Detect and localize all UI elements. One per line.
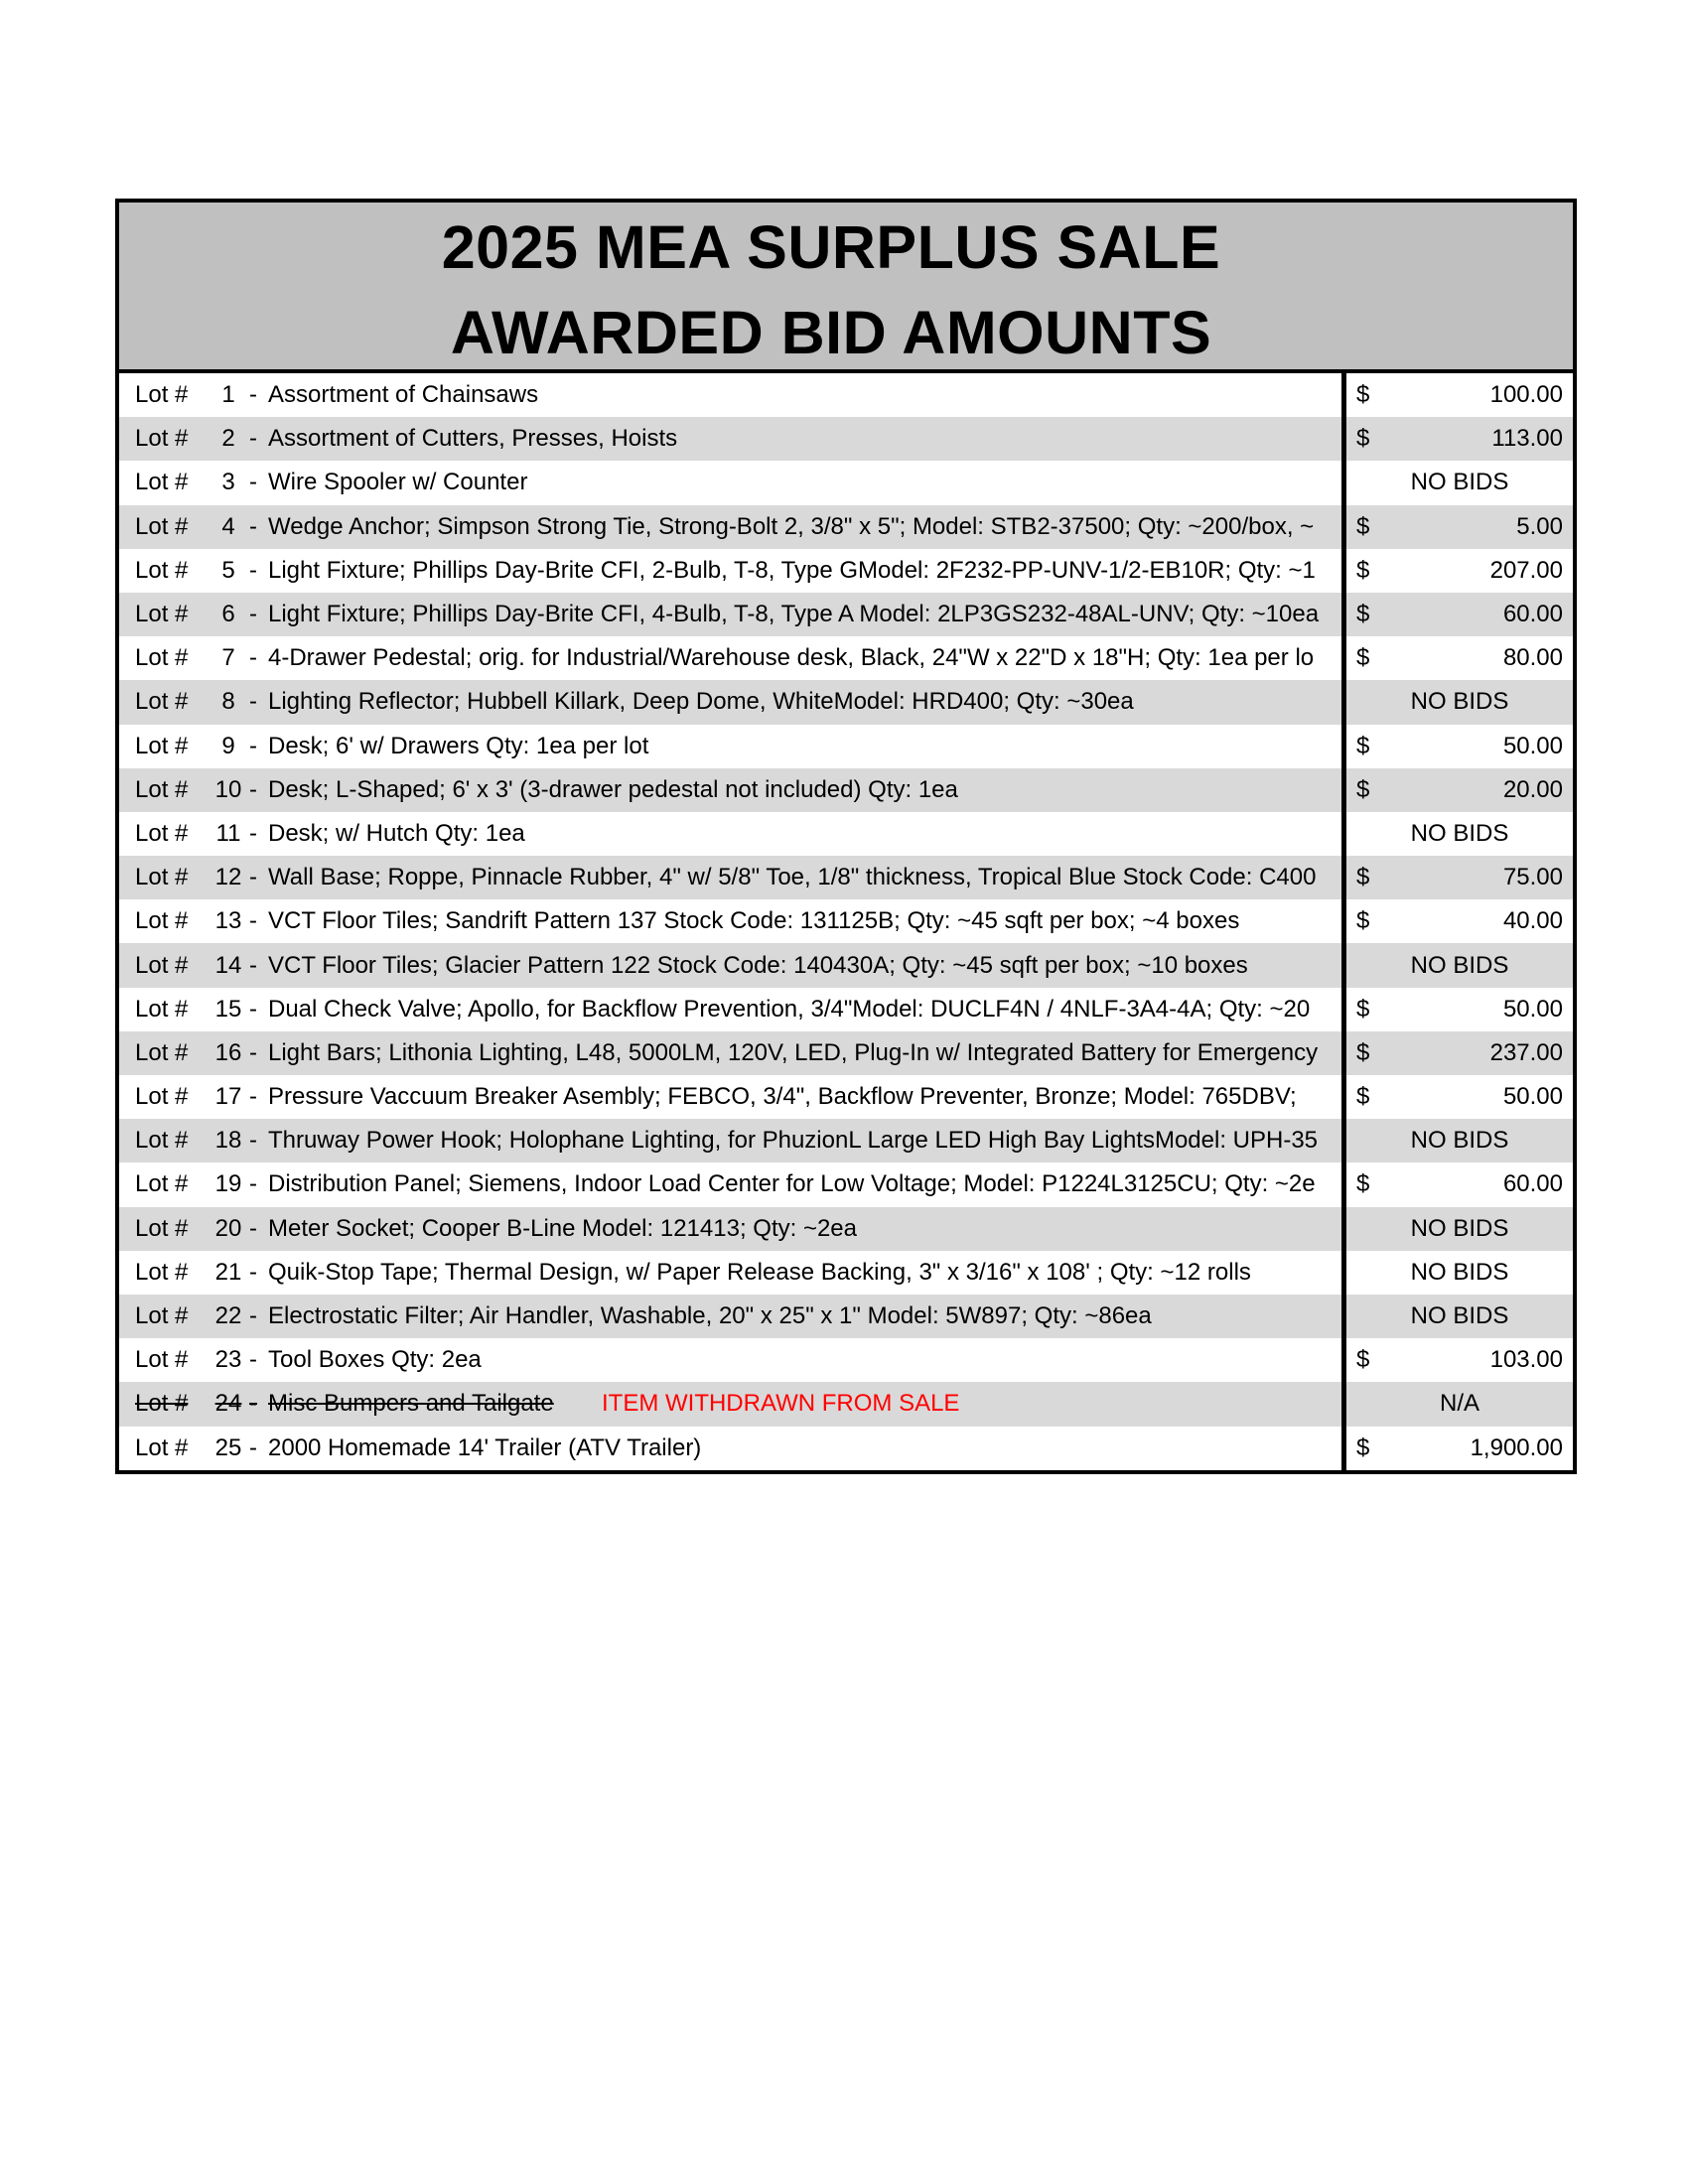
lot-number: 17 (214, 1083, 242, 1111)
lot-description-cell (119, 373, 1346, 417)
lot-number: 14 (214, 951, 242, 979)
lot-number: 9 (221, 732, 235, 759)
lot-prefix: Lot # (135, 644, 189, 672)
lot-number: 6 (221, 601, 235, 628)
lot-description-cell (119, 461, 1346, 504)
lot-number: 24 (214, 1390, 242, 1418)
lot-description-cell (119, 725, 1346, 768)
lot-number: 16 (214, 1038, 242, 1066)
lot-number: 3 (221, 469, 235, 496)
lot-description: 2000 Homemade 14' Trailer (ATV Trailer) (268, 1433, 702, 1461)
lot-prefix: Lot # (135, 381, 189, 409)
bid-status: N/A (1439, 1390, 1479, 1418)
lot-number: 2 (221, 425, 235, 453)
bid-amount-cell (1346, 417, 1573, 461)
lot-description-cell (119, 1031, 1346, 1075)
lot-prefix: Lot # (135, 1127, 189, 1155)
currency-symbol: $ (1356, 425, 1370, 453)
lot-separator: - (249, 775, 257, 803)
table-row (119, 1382, 1573, 1426)
currency-symbol: $ (1356, 864, 1370, 891)
bid-amount: 103.00 (1489, 1346, 1563, 1374)
table-row (119, 856, 1573, 899)
currency-symbol: $ (1356, 775, 1370, 803)
lot-separator: - (249, 601, 257, 628)
lot-prefix: Lot # (135, 819, 189, 847)
title-line-1: 2025 MEA SURPLUS SALE (441, 213, 1221, 281)
table-row (119, 680, 1573, 724)
bid-status: NO BIDS (1410, 819, 1509, 847)
lot-description: Desk; w/ Hutch Qty: 1ea (268, 819, 525, 847)
bid-amount-cell (1346, 1251, 1573, 1295)
lot-number: 7 (221, 644, 235, 672)
lot-description-cell (119, 417, 1346, 461)
bid-amount: 75.00 (1502, 864, 1563, 891)
bid-amount: 80.00 (1502, 644, 1563, 672)
bid-amount-cell (1346, 1382, 1573, 1426)
lot-description: Wall Base; Roppe, Pinnacle Rubber, 4" w/ 5/8" Toe, 1/8" thickness, Tropical Blue Stock Code: C400 (268, 864, 1317, 891)
lot-prefix: Lot # (135, 1038, 189, 1066)
lot-separator: - (249, 732, 257, 759)
lot-description-cell (119, 1295, 1346, 1338)
table-row (119, 1207, 1573, 1251)
lot-separator: - (249, 688, 257, 716)
lot-description-cell (119, 1427, 1346, 1470)
table-row (119, 899, 1573, 943)
lot-number: 20 (214, 1214, 242, 1242)
bid-amount-cell (1346, 593, 1573, 636)
bid-amount-cell (1346, 1207, 1573, 1251)
lot-separator: - (249, 907, 257, 935)
bid-amount: 1,900.00 (1470, 1433, 1563, 1461)
lot-prefix: Lot # (135, 601, 189, 628)
lot-description-cell (119, 1075, 1346, 1119)
currency-symbol: $ (1356, 1346, 1370, 1374)
lot-separator: - (249, 644, 257, 672)
lot-number: 10 (214, 775, 242, 803)
withdrawn-note: ITEM WITHDRAWN FROM SALE (602, 1390, 960, 1418)
lot-separator: - (249, 556, 257, 584)
currency-symbol: $ (1356, 601, 1370, 628)
lot-number: 18 (214, 1127, 242, 1155)
lot-description: 4-Drawer Pedestal; orig. for Industrial/Warehouse desk, Black, 24"W x 22"D x 18"H; Qty: 1ea per lo (268, 644, 1315, 672)
bid-amount-cell (1346, 768, 1573, 812)
lot-separator: - (249, 1038, 257, 1066)
lot-description-cell (119, 1251, 1346, 1295)
table-row (119, 725, 1573, 768)
lot-description: Assortment of Chainsaws (268, 381, 539, 409)
table-row (119, 1075, 1573, 1119)
bid-amount-cell (1346, 856, 1573, 899)
bid-status: NO BIDS (1410, 1258, 1509, 1286)
lot-description: Wedge Anchor; Simpson Strong Tie, Strong-Bolt 2, 3/8" x 5"; Model: STB2-37500; Qty: ~200/box, ~ (268, 512, 1315, 540)
lot-prefix: Lot # (135, 1346, 189, 1374)
bid-amount-cell (1346, 636, 1573, 680)
lot-prefix: Lot # (135, 425, 189, 453)
bid-status: NO BIDS (1410, 951, 1509, 979)
bid-amount: 113.00 (1491, 425, 1563, 453)
table-row (119, 417, 1573, 461)
lot-number: 21 (214, 1258, 242, 1286)
lot-number: 8 (221, 688, 235, 716)
lot-description-cell (119, 768, 1346, 812)
lot-description-cell (119, 680, 1346, 724)
lot-separator: - (249, 512, 257, 540)
lot-number: 13 (214, 907, 242, 935)
currency-symbol: $ (1356, 995, 1370, 1023)
lot-rows (119, 373, 1573, 1470)
bid-amount: 100.00 (1489, 381, 1563, 409)
table-row (119, 768, 1573, 812)
bid-amount-cell (1346, 373, 1573, 417)
table-row (119, 593, 1573, 636)
lot-separator: - (249, 1083, 257, 1111)
lot-separator: - (249, 951, 257, 979)
lot-description: Dual Check Valve; Apollo, for Backflow Prevention, 3/4"Model: DUCLF4N / 4NLF-3A4-4A; Qty: ~20 (268, 995, 1311, 1023)
lot-description: VCT Floor Tiles; Sandrift Pattern 137 Stock Code: 131125B; Qty: ~45 sqft per box; ~4 boxes (268, 907, 1240, 935)
bid-status: NO BIDS (1410, 1302, 1509, 1330)
lot-prefix: Lot # (135, 1170, 189, 1198)
lot-description-cell (119, 1382, 1346, 1426)
lot-separator: - (249, 1346, 257, 1374)
table-row (119, 1295, 1573, 1338)
lot-prefix: Lot # (135, 688, 189, 716)
bid-amount-cell (1346, 1162, 1573, 1206)
lot-description: Electrostatic Filter; Air Handler, Washable, 20" x 25" x 1" Model: 5W897; Qty: ~86ea (268, 1302, 1152, 1330)
lot-description: Light Fixture; Phillips Day-Brite CFI, 2-Bulb, T-8, Type GModel: 2F232-PP-UNV-1/2-EB10R; Qty: ~1 (268, 556, 1316, 584)
bid-status: NO BIDS (1410, 688, 1509, 716)
bid-amount: 5.00 (1516, 512, 1563, 540)
bid-amount-cell (1346, 1075, 1573, 1119)
lot-prefix: Lot # (135, 1258, 189, 1286)
bid-status: NO BIDS (1410, 1214, 1509, 1242)
lot-description: Wire Spooler w/ Counter (268, 469, 528, 496)
bid-amount-cell (1346, 1031, 1573, 1075)
lot-separator: - (249, 425, 257, 453)
lot-description: Distribution Panel; Siemens, Indoor Load Center for Low Voltage; Model: P1224L3125CU; Qty: ~2e (268, 1170, 1316, 1198)
lot-description-cell (119, 636, 1346, 680)
lot-separator: - (249, 1170, 257, 1198)
lot-number: 22 (214, 1302, 242, 1330)
currency-symbol: $ (1356, 732, 1370, 759)
lot-prefix: Lot # (135, 732, 189, 759)
lot-number: 1 (221, 381, 235, 409)
lot-description-cell (119, 856, 1346, 899)
lot-prefix: Lot # (135, 995, 189, 1023)
lot-separator: - (249, 1258, 257, 1286)
lot-prefix: Lot # (135, 556, 189, 584)
bid-amount-cell (1346, 1338, 1573, 1382)
bid-results-table (115, 199, 1577, 1474)
bid-amount-cell (1346, 943, 1573, 987)
lot-description: VCT Floor Tiles; Glacier Pattern 122 Stock Code: 140430A; Qty: ~45 sqft per box; ~10 boxes (268, 951, 1248, 979)
lot-prefix: Lot # (135, 469, 189, 496)
lot-prefix: Lot # (135, 1302, 189, 1330)
bid-amount: 50.00 (1502, 1083, 1563, 1111)
lot-separator: - (249, 1390, 257, 1418)
lot-separator: - (249, 1214, 257, 1242)
lot-prefix: Lot # (135, 1390, 189, 1418)
bid-amount-cell (1346, 988, 1573, 1031)
currency-symbol: $ (1356, 907, 1370, 935)
lot-description: Desk; 6' w/ Drawers Qty: 1ea per lot (268, 732, 649, 759)
lot-description: Tool Boxes Qty: 2ea (268, 1346, 482, 1374)
table-row (119, 812, 1573, 856)
lot-number: 19 (214, 1170, 242, 1198)
currency-symbol: $ (1356, 556, 1370, 584)
lot-number: 25 (214, 1433, 242, 1461)
bid-amount-cell (1346, 899, 1573, 943)
lot-description-cell (119, 1162, 1346, 1206)
lot-separator: - (249, 1127, 257, 1155)
lot-separator: - (249, 995, 257, 1023)
bid-amount-cell (1346, 1427, 1573, 1470)
table-row (119, 1338, 1573, 1382)
bid-amount: 50.00 (1502, 732, 1563, 759)
bid-amount-cell (1346, 461, 1573, 504)
table-row (119, 549, 1573, 593)
table-row (119, 988, 1573, 1031)
lot-description-cell (119, 549, 1346, 593)
currency-symbol: $ (1356, 1170, 1370, 1198)
lot-number: 11 (215, 819, 241, 847)
table-row (119, 1162, 1573, 1206)
table-row (119, 943, 1573, 987)
lot-description-cell (119, 943, 1346, 987)
bid-status: NO BIDS (1410, 1127, 1509, 1155)
lot-prefix: Lot # (135, 1083, 189, 1111)
lot-prefix: Lot # (135, 951, 189, 979)
bid-amount-cell (1346, 505, 1573, 549)
bid-amount-cell (1346, 549, 1573, 593)
bid-amount-cell (1346, 725, 1573, 768)
bid-amount: 50.00 (1502, 995, 1563, 1023)
bid-amount: 207.00 (1489, 556, 1563, 584)
table-row (119, 1031, 1573, 1075)
table-row (119, 1119, 1573, 1162)
currency-symbol: $ (1356, 512, 1370, 540)
lot-separator: - (249, 1433, 257, 1461)
lot-separator: - (249, 819, 257, 847)
bid-amount-cell (1346, 680, 1573, 724)
lot-prefix: Lot # (135, 775, 189, 803)
lot-prefix: Lot # (135, 1433, 189, 1461)
bid-amount: 20.00 (1502, 775, 1563, 803)
lot-separator: - (249, 864, 257, 891)
currency-symbol: $ (1356, 381, 1370, 409)
lot-description: Desk; L-Shaped; 6' x 3' (3-drawer pedestal not included) Qty: 1ea (268, 775, 958, 803)
lot-description-cell (119, 1119, 1346, 1162)
lot-description: Lighting Reflector; Hubbell Killark, Deep Dome, WhiteModel: HRD400; Qty: ~30ea (268, 688, 1134, 716)
currency-symbol: $ (1356, 1433, 1370, 1461)
lot-number: 5 (221, 556, 235, 584)
lot-description: Meter Socket; Cooper B-Line Model: 121413; Qty: ~2ea (268, 1214, 858, 1242)
lot-separator: - (249, 469, 257, 496)
table-row (119, 373, 1573, 417)
lot-number: 23 (214, 1346, 242, 1374)
bid-amount: 60.00 (1502, 1170, 1563, 1198)
lot-description: Misc Bumpers and Tailgate (268, 1390, 554, 1418)
lot-separator: - (249, 1302, 257, 1330)
table-row (119, 1251, 1573, 1295)
lot-description: Light Bars; Lithonia Lighting, L48, 5000LM, 120V, LED, Plug-In w/ Integrated Battery for Emergency (268, 1038, 1319, 1066)
lot-prefix: Lot # (135, 907, 189, 935)
lot-number: 12 (214, 864, 242, 891)
currency-symbol: $ (1356, 1038, 1370, 1066)
lot-prefix: Lot # (135, 864, 189, 891)
bid-amount-cell (1346, 812, 1573, 856)
title-line-2: AWARDED BID AMOUNTS (450, 299, 1212, 366)
lot-description-cell (119, 505, 1346, 549)
bid-amount: 40.00 (1502, 907, 1563, 935)
bid-amount: 237.00 (1489, 1038, 1563, 1066)
table-row (119, 505, 1573, 549)
table-header (119, 203, 1573, 373)
lot-description-cell (119, 593, 1346, 636)
lot-description-cell (119, 988, 1346, 1031)
table-row (119, 636, 1573, 680)
lot-description: Thruway Power Hook; Holophane Lighting, for PhuzionL Large LED High Bay LightsModel: UPH-35 (268, 1127, 1319, 1155)
table-row (119, 461, 1573, 504)
lot-number: 15 (214, 995, 242, 1023)
currency-symbol: $ (1356, 1083, 1370, 1111)
lot-description: Assortment of Cutters, Presses, Hoists (268, 425, 678, 453)
bid-amount: 60.00 (1502, 601, 1563, 628)
lot-description-cell (119, 899, 1346, 943)
lot-description-cell (119, 1338, 1346, 1382)
bid-status: NO BIDS (1410, 469, 1509, 496)
lot-description-cell (119, 1207, 1346, 1251)
table-row (119, 1427, 1573, 1470)
currency-symbol: $ (1356, 644, 1370, 672)
lot-prefix: Lot # (135, 1214, 189, 1242)
lot-description: Light Fixture; Phillips Day-Brite CFI, 4-Bulb, T-8, Type A Model: 2LP3GS232-48AL-UNV; Qty: ~10ea (268, 601, 1320, 628)
bid-amount-cell (1346, 1119, 1573, 1162)
lot-description: Quik-Stop Tape; Thermal Design, w/ Paper Release Backing, 3" x 3/16" x 108' ; Qty: ~12 rolls (268, 1258, 1251, 1286)
bid-amount-cell (1346, 1295, 1573, 1338)
lot-description-cell (119, 812, 1346, 856)
lot-number: 4 (221, 512, 235, 540)
lot-prefix: Lot # (135, 512, 189, 540)
lot-separator: - (249, 381, 257, 409)
lot-description: Pressure Vaccuum Breaker Asembly; FEBCO, 3/4", Backflow Preventer, Bronze; Model: 765DBV; (268, 1083, 1297, 1111)
